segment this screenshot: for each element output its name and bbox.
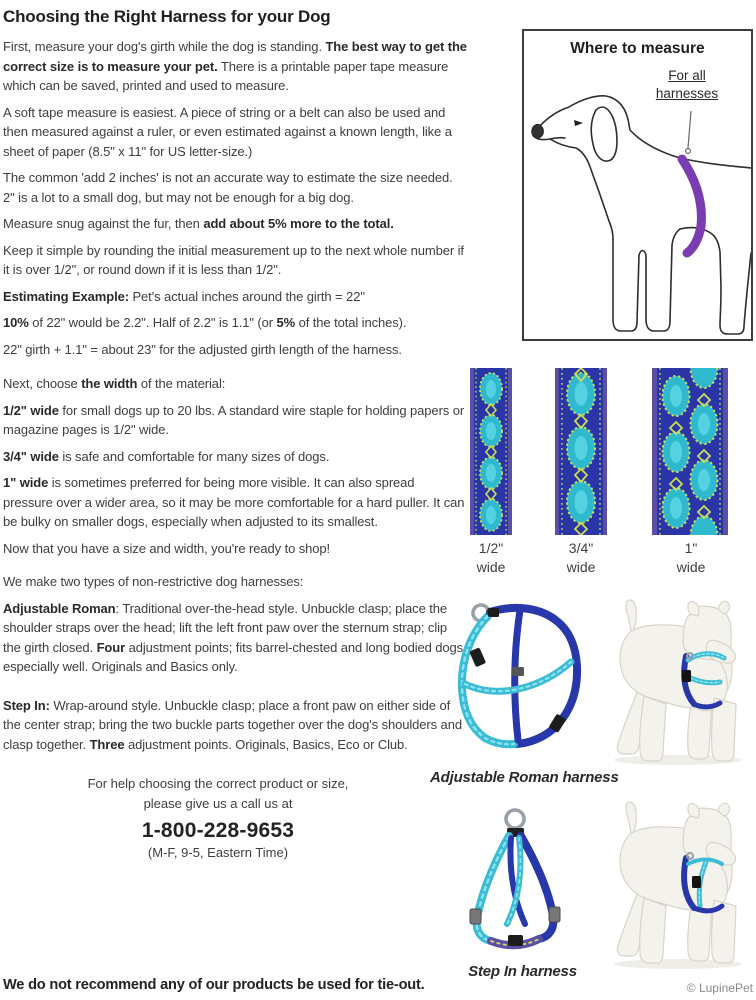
dog-nose (532, 124, 544, 138)
dog-eye (574, 120, 583, 126)
paragraph-add-2-inches: The common 'add 2 inches' is not an accurate way to estimate the size needed. 2" is a lot to a small dog, but may not be enough for a big dog. (3, 170, 453, 205)
paragraph-two-types: We make two types of non-restrictive dog harnesses: (3, 574, 304, 589)
stepin-harness-label: Step In harness (468, 963, 577, 980)
paragraph-one-inch: 1" wide is sometimes preferred for being more visible. It can also spread pressure over a wider area, so it may be more comfortable for a hard puller. It can be bulky on smaller dogs, especially when adjusted to its smallest. (3, 475, 465, 529)
girth-band (682, 159, 701, 253)
paragraph-estimating-example: Estimating Example: Pet's actual inches around the girth = 22" (3, 288, 365, 304)
for-all-harnesses-callout: For all harnesses (655, 68, 719, 101)
stepin-harness-on-mannequin-photo (598, 796, 754, 972)
help-line-1: For help choosing the correct product or size, (87, 776, 349, 791)
swatch-label-half-inch: 1/2" wide (476, 540, 506, 575)
paragraph-ten-percent: 10% of 22" would be 2.2". Half of 2.2" is 1.1" (or 5% of the total inches). (3, 315, 407, 330)
stepin-harness-photo (456, 806, 574, 966)
paragraph-measure-snug: Measure snug against the fur, then add about 5% more to the total. (3, 216, 394, 231)
callout-dot (686, 149, 691, 154)
metal-ring-icon (506, 810, 524, 828)
page-title: Choosing the Right Harness for your Dog (3, 7, 331, 26)
help-block (3, 774, 433, 862)
paragraph-half-inch: 1/2" wide for small dogs up to 20 lbs. A standard wire staple for holding papers or magazine pages is 1/2" wide. (3, 402, 465, 437)
paragraph-ready-to-shop: Now that you have a size and width, you're ready to shop! (3, 540, 331, 556)
where-to-measure-box (522, 29, 753, 341)
copyright-notice: © LupinePet (686, 981, 753, 995)
paragraph-adjusted-girth: 22" girth + 1.1" = about 23" for the adjusted girth length of the harness. (3, 341, 402, 357)
article-column (3, 6, 467, 862)
callout-leader-line (688, 111, 691, 148)
paragraph-soft-tape: A soft tape measure is easiest. A piece of string or a belt can also be used and then measured against a ruler, or even estimated against a known length, like a sheet of paper (8.5" x 11" for US letter-size.) (3, 104, 452, 159)
paragraph-rounding: Keep it simple by rounding the initial measurement up to the next whole number if it is over 1/2", or round down if it is less than 1/2". (3, 242, 464, 277)
roman-harness-on-mannequin-photo (598, 598, 754, 768)
swatch-label-one-inch: 1" wide (676, 540, 706, 575)
paragraph-measure-girth: First, measure your dog's girth while the dog is standing. The best way to get the correct size is to measure your pet. There is a printable paper tape measure which can be saved, printed and used to measure. (3, 39, 467, 93)
paragraph-step-in: Step In: Wrap-around style. Unbuckle clasp; place a front paw on either side of the center strap; bring the two buckle parts together over the dog's shoulders and clasp together. Three adjustment points. Originals, Basics, Eco or Club. (3, 697, 462, 752)
swatch-label-three-quarter-inch: 3/4" wide (566, 540, 596, 575)
webbing-swatch-half-inch (470, 368, 512, 535)
paragraph-adjustable-roman: Adjustable Roman: Traditional over-the-head style. Unbuckle clasp; place the shoulder straps over the head; lift the left front paw over the sternum strap; clip the girth closed. Four adjustment points; fits barrel-chested and long bodied dogs especially well. Originals and Basics only. (3, 600, 464, 674)
webbing-swatch-one-inch (652, 368, 728, 535)
phone-hours: (M-F, 9-5, Eastern Time) (147, 845, 289, 860)
phone-number: 1-800-228-9653 (141, 819, 295, 842)
roman-harness-label: Adjustable Roman harness (430, 769, 619, 786)
paragraph-choose-width: Next, choose the width of the material: (3, 376, 226, 391)
measure-box-title: Where to measure (570, 40, 705, 57)
webbing-swatch-three-quarter-inch (555, 368, 607, 535)
tie-out-warning: We do not recommend any of our products be used for tie-out. (3, 977, 425, 993)
paragraph-three-quarter-inch: 3/4" wide is safe and comfortable for many sizes of dogs. (3, 448, 330, 464)
help-line-2: please give us a call us at (143, 795, 293, 811)
roman-harness-photo (448, 599, 590, 763)
